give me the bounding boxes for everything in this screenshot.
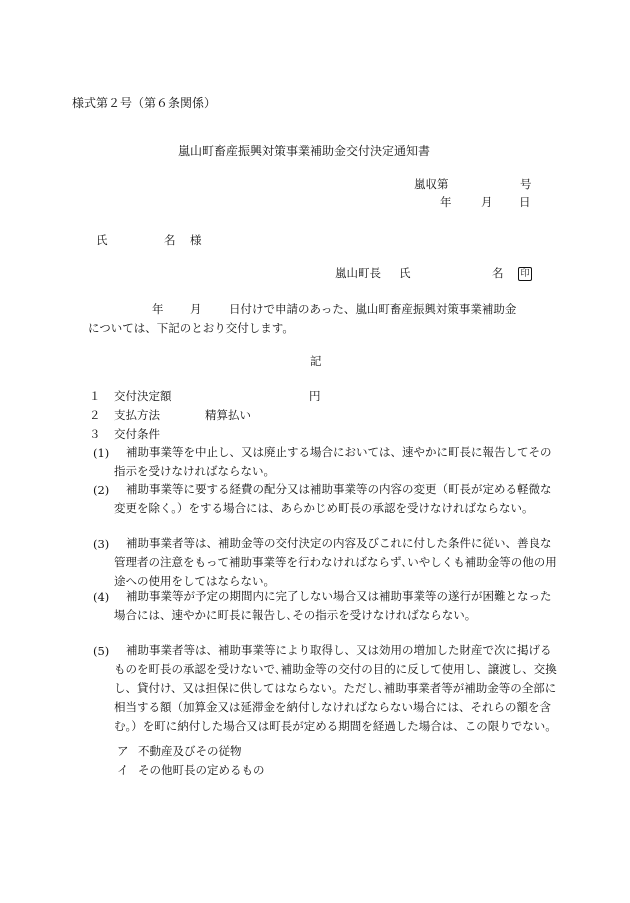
issuer-mei: 名 bbox=[492, 266, 504, 280]
sub-item-kana: ア bbox=[117, 744, 129, 758]
item-label: 支払方法 bbox=[114, 408, 160, 422]
item-value: 円 bbox=[309, 389, 321, 403]
sub-item-text: その他町長の定めるもの bbox=[138, 763, 265, 777]
issuer-title: 嵐山町長 bbox=[335, 266, 381, 280]
item-number: ３ bbox=[89, 427, 101, 441]
condition-text: 補助事業者等は、補助事業等により取得し、又は効用の増加した財産で次に掲げるものを町長の承認を受けないで､補助金等の交付の目的に反して使用し、譲渡し、交換し、貸付け、又は担保に供してはならない。ただし､補助事業者等が補助金等の全部に相当する額（加算金又は延滞金を納付しなければならない場合には、それらの額を含む。）を町に納付した場合又は町長が定める期間を経過した場合は、この限りでない。 bbox=[114, 643, 557, 733]
doc-number-suffix: 号 bbox=[520, 177, 532, 191]
addressee-mei: 名 bbox=[164, 233, 176, 247]
date-month: 月 bbox=[481, 195, 493, 209]
condition-number: (3) bbox=[93, 537, 110, 551]
document-title: 嵐山町畜産振興対策事業補助金交付決定通知書 bbox=[178, 144, 431, 158]
seal-mark: 印 bbox=[518, 267, 532, 281]
condition-text: 補助事業者等は、補助金等の交付決定の内容及びこれに付した条件に従い、善良な管理者の注意をもって補助事業等を行わなければならず､いやしくも補助金等の他の用途への使用をしてはならない。 bbox=[114, 536, 557, 588]
condition-number: (4) bbox=[93, 590, 110, 604]
addressee-shi: 氏 bbox=[96, 233, 108, 247]
date-day: 日 bbox=[519, 195, 531, 209]
intro-line2: については、下記のとおり交付します。 bbox=[88, 321, 294, 335]
intro-line1: 日付けで申請のあった、嵐山町畜産振興対策事業補助金 bbox=[229, 302, 517, 316]
ki-heading: 記 bbox=[310, 354, 322, 368]
intro-month: 月 bbox=[190, 302, 202, 316]
date-year: 年 bbox=[440, 195, 452, 209]
doc-number-prefix: 嵐収第 bbox=[414, 177, 449, 191]
condition-text: 補助事業等に要する経費の配分又は補助事業等の内容の変更（町長が定める軽微な変更を除く。）をする場合には、あらかじめ町長の承認を受けなければならない。 bbox=[114, 482, 552, 515]
sub-item-kana: イ bbox=[117, 763, 129, 777]
item-label: 交付決定額 bbox=[114, 389, 172, 403]
condition-number: (2) bbox=[93, 483, 110, 497]
condition-text: 補助事業等を中止し、又は廃止する場合においては、速やかに町長に報告してその指示を受けなければならない。 bbox=[114, 445, 552, 478]
condition-text: 補助事業等が予定の期間内に完了しない場合又は補助事業等の遂行が困難となった場合には、速やかに町長に報告し､その指示を受けなければならない。 bbox=[114, 589, 552, 622]
condition-number: (1) bbox=[93, 446, 110, 460]
sub-item-text: 不動産及びその従物 bbox=[138, 744, 242, 758]
condition-number: (5) bbox=[93, 644, 110, 658]
item-number: １ bbox=[89, 389, 101, 403]
seal-stamp bbox=[518, 267, 532, 281]
issuer-shi: 氏 bbox=[399, 266, 411, 280]
form-number: 様式第２号（第６条関係） bbox=[72, 96, 217, 110]
intro-year: 年 bbox=[152, 302, 164, 316]
item-value: 精算払い bbox=[205, 408, 251, 422]
item-number: ２ bbox=[89, 408, 101, 422]
addressee-sama: 様 bbox=[190, 233, 202, 247]
item-label: 交付条件 bbox=[114, 427, 160, 441]
